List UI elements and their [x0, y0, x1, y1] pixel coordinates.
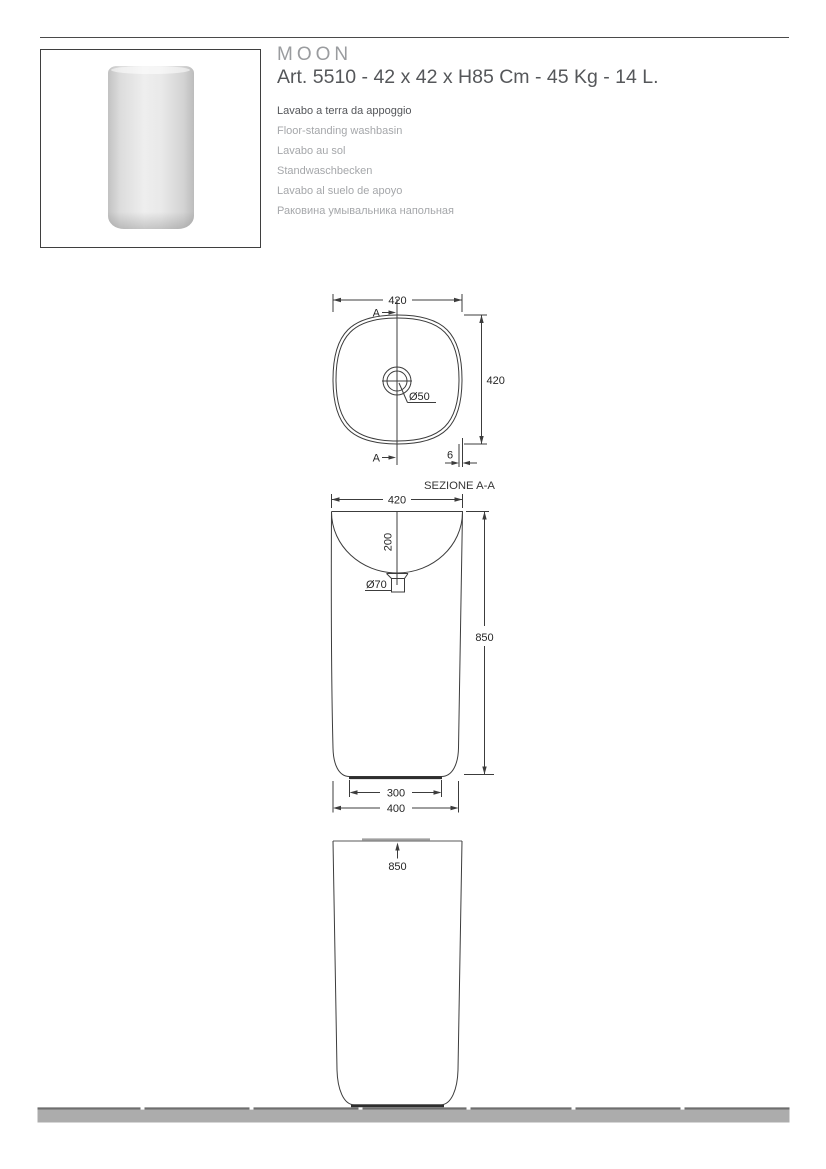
section-view [331, 480, 495, 815]
section-base-width-dim-label: 400 [386, 803, 406, 815]
arrow-left [333, 298, 341, 302]
section-width-dim-label: 420 [387, 494, 407, 507]
section-marker-a-top: A [372, 307, 380, 320]
section-height-dim-label: 850 [475, 632, 494, 644]
section-marker-a-bottom: A [372, 452, 380, 465]
plan-drain-dim-label: Ø50 [409, 391, 430, 403]
arrow-rim-right [463, 461, 471, 465]
arrow-right [454, 298, 462, 302]
elevation-height-dim-label: 850 [388, 861, 407, 873]
arrow-height [395, 843, 399, 851]
plan-width-dim-label: 420 [388, 295, 407, 307]
plan-height-dim-label: 420 [486, 375, 505, 387]
floor [38, 1109, 790, 1123]
description-ru: Раковина умывальника напольная [277, 205, 454, 217]
section-bowl-depth-label: 200 [382, 532, 395, 552]
description-de: Standwaschbecken [277, 165, 373, 177]
arrow-rim-left [452, 461, 460, 465]
drain-pipe [392, 579, 405, 593]
description-en: Floor-standing washbasin [277, 125, 403, 137]
arrow-down [479, 436, 483, 444]
plan-rim-dim-label: 6 [446, 449, 454, 462]
section-drain-dim-label: Ø70 [366, 579, 387, 591]
arrow-a-top [389, 310, 397, 314]
plan-view [333, 294, 505, 467]
description-es: Lavabo al suelo de apoyo [277, 185, 403, 197]
section-base-contact-dim-label: 300 [386, 787, 406, 800]
brand-name: MOON [277, 44, 353, 65]
elevation-view [333, 840, 462, 1106]
description-fr: Lavabo au sol [277, 145, 346, 157]
section-title: SEZIONE A-A [424, 480, 495, 492]
product-title: Art. 5510 - 42 x 42 x H85 Cm - 45 Kg - 14 L. [277, 66, 659, 88]
floor-bar [38, 1110, 790, 1123]
elevation-outline [333, 841, 462, 1105]
arrow-a-bottom [389, 455, 397, 459]
description-it: Lavabo a terra da appoggio [277, 105, 412, 117]
arrow-up [479, 315, 483, 323]
